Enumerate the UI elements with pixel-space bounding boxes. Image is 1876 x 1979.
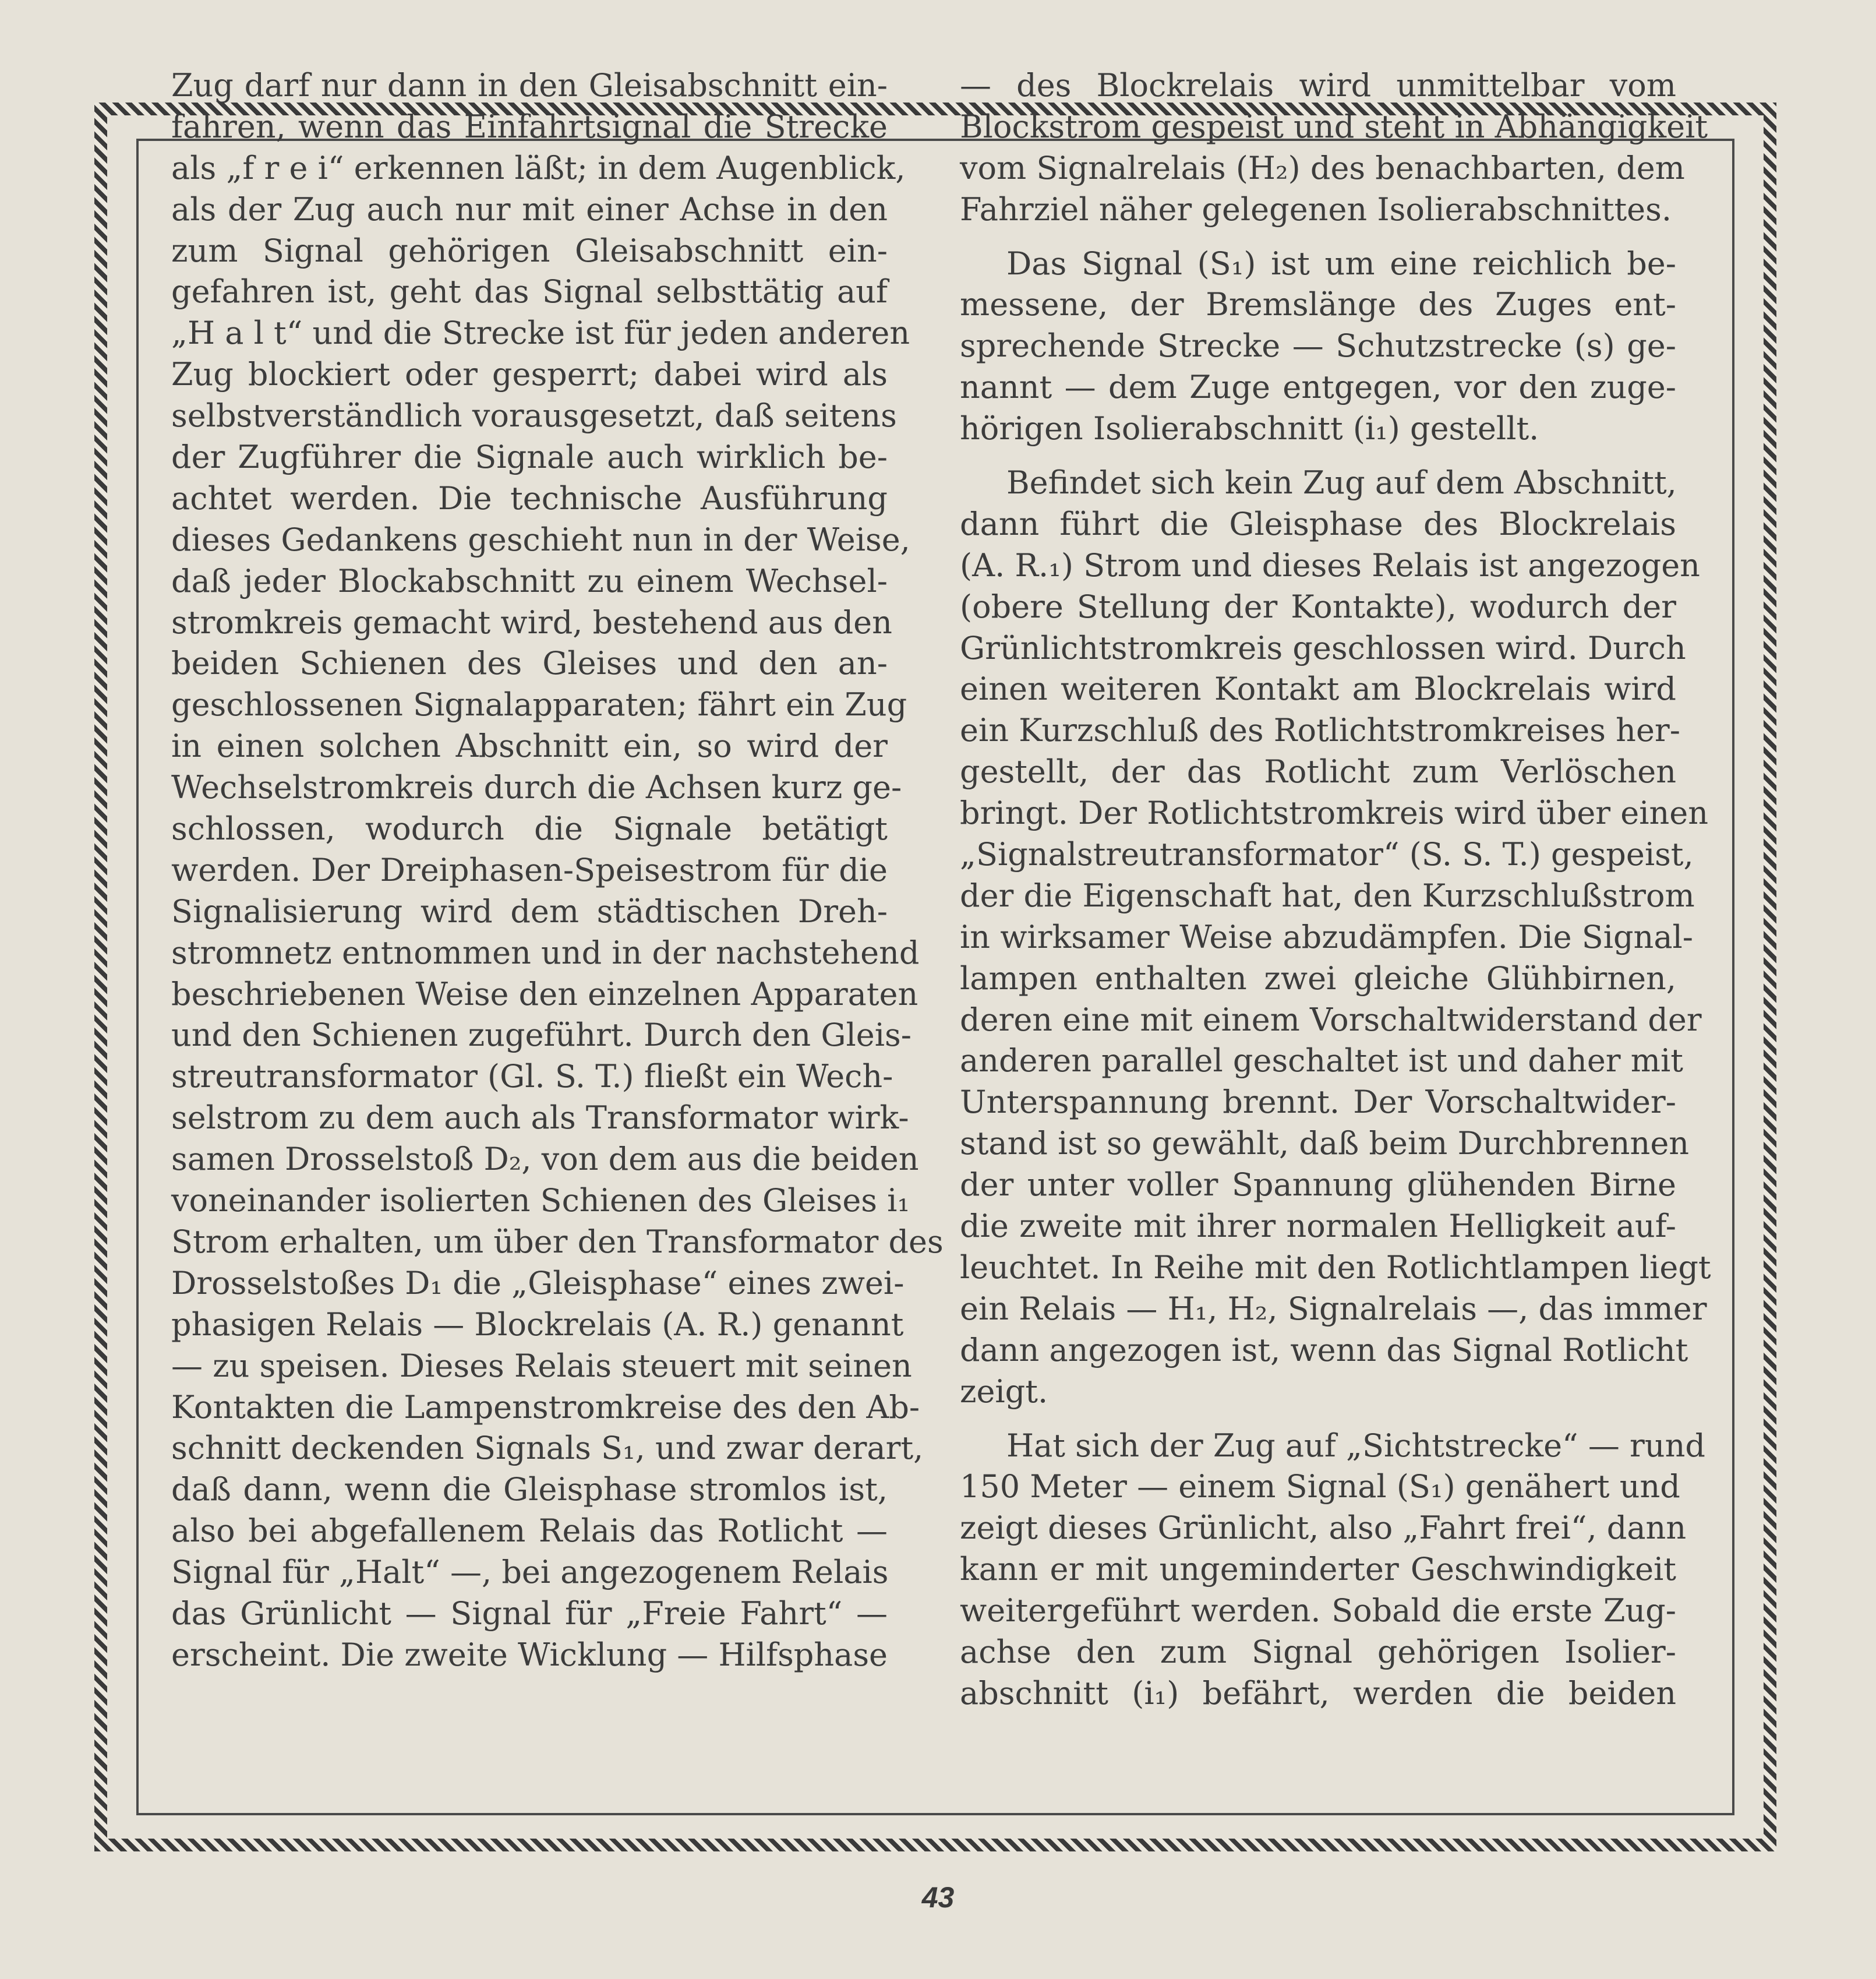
paragraph-gap (960, 231, 1676, 244)
text-line: weitergeführt werden. Sobald die erste Zug- (960, 1592, 1676, 1629)
text-line: und den Schienen zugeführt. Durch den Gleis- (171, 1017, 911, 1054)
text-line: „Signalstreutransformator“ (S. S. T.) gespeist, (960, 836, 1694, 873)
text-line: dieses Gedankens geschieht nun in der Weise, (171, 521, 910, 558)
text-line: Zug darf nur dann in den Gleisabschnitt ein- (171, 67, 888, 104)
text-line: achtet werden. Die technische Ausführung (171, 479, 888, 517)
text-line: 150 Meter — einem Signal (S₁) genähert und (960, 1468, 1680, 1505)
text-line: zeigt dieses Grünlicht, also „Fahrt frei“, dann (960, 1509, 1687, 1547)
text-line: gefahren ist, geht das Signal selbsttätig auf (171, 273, 888, 311)
text-line: zum Signal gehörigen Gleisabschnitt ein- (171, 232, 888, 269)
text-line: phasigen Relais — Blockrelais (A. R.) genannt (171, 1306, 904, 1343)
paragraph (960, 463, 1711, 1412)
text-line: hörigen Isolierabschnitt (i₁) gestellt. (960, 410, 1539, 447)
text-line: deren eine mit einem Vorschaltwiderstand der (960, 1001, 1702, 1038)
text-line: samen Drosselstoß D₂, von dem aus die beiden (171, 1141, 919, 1178)
text-line: Befindet sich kein Zug auf dem Abschnitt, (1006, 464, 1677, 502)
text-line: geschlossenen Signalapparaten; fährt ein Zug (171, 686, 907, 724)
text-line: erscheint. Die zweite Wicklung — Hilfsphase (171, 1636, 888, 1673)
text-line: stromkreis gemacht wird, bestehend aus den (171, 604, 892, 641)
paragraph-gap (960, 450, 1676, 463)
text-line: Hat sich der Zug auf „Sichtstrecke“ — rund (1006, 1427, 1705, 1464)
text-line: der Zugführer die Signale auch wirklich be- (171, 439, 888, 476)
text-line: gestellt, der das Rotlicht zum Verlöschen (960, 753, 1676, 791)
text-line: dann angezogen ist, wenn das Signal Rotlicht (960, 1331, 1688, 1368)
paragraph (960, 244, 1676, 450)
text-line: (obere Stellung der Kontakte), wodurch der (960, 588, 1676, 625)
paragraph (960, 1426, 1705, 1715)
text-line: fahren, wenn das Einfahrtsignal die Strecke (171, 108, 888, 145)
text-line: der unter voller Spannung glühenden Birne (960, 1166, 1676, 1204)
text-line: Drosselstoßes D₁ die „Gleisphase“ eines zwei- (171, 1264, 905, 1301)
text-line: dann führt die Gleisphase des Blockrelais (960, 505, 1676, 542)
text-line: werden. Der Dreiphasen-Speisestrom für die (171, 851, 888, 888)
text-line: Signal für „Halt“ —, bei angezogenem Relais (171, 1554, 889, 1591)
text-line: das Grünlicht — Signal für „Freie Fahrt“ — (171, 1595, 888, 1632)
text-line: Kontakten die Lampenstromkreise des den Ab- (171, 1388, 920, 1426)
text-line: daß dann, wenn die Gleisphase stromlos ist, (171, 1471, 888, 1508)
text-line: abschnitt (i₁) befährt, werden die beiden (960, 1674, 1676, 1712)
paragraph (960, 65, 1708, 231)
text-line: der die Eigenschaft hat, den Kurzschlußstrom (960, 877, 1695, 914)
text-line: (A. R.₁) Strom und dieses Relais ist angezogen (960, 546, 1700, 584)
text-line: „H a l t“ und die Strecke ist für jeden anderen (171, 315, 910, 352)
text-line: anderen parallel geschaltet ist und daher mit (960, 1042, 1683, 1080)
text-line: ein Kurzschluß des Rotlichtstromkreises her- (960, 712, 1680, 749)
text-line: selbstverständlich vorausgesetzt, daß seitens (171, 397, 897, 435)
text-line: voneinander isolierten Schienen des Gleises i₁ (171, 1182, 910, 1219)
text-line: achse den zum Signal gehörigen Isolier- (960, 1633, 1676, 1670)
text-line: in einen solchen Abschnitt ein, so wird der (171, 728, 888, 765)
text-line: Blockstrom gespeist und steht in Abhängigkeit (960, 108, 1708, 145)
text-line: schlossen, wodurch die Signale betätigt (171, 810, 888, 848)
text-line: beschriebenen Weise den einzelnen Apparaten (171, 975, 918, 1013)
text-line: schnitt deckenden Signals S₁, und zwar derart, (171, 1430, 924, 1467)
paragraph-gap (960, 1413, 1676, 1426)
text-line: selstrom zu dem auch als Transformator wirk- (171, 1099, 909, 1137)
text-line: Das Signal (S₁) ist um eine reichlich be- (1006, 245, 1676, 282)
text-line: leuchtet. In Reihe mit den Rotlichtlampen liegt (960, 1248, 1711, 1286)
left-text-column (171, 65, 944, 1676)
text-line: Fahrziel näher gelegenen Isolierabschnittes. (960, 191, 1672, 228)
text-line: Strom erhalten, um über den Transformator des (171, 1223, 944, 1260)
text-line: ein Relais — H₁, H₂, Signalrelais —, das immer (960, 1290, 1707, 1327)
text-line: stand ist so gewählt, daß beim Durchbrennen (960, 1125, 1690, 1162)
text-line: messene, der Bremslänge des Zuges ent- (960, 286, 1676, 323)
text-line: Zug blockiert oder gesperrt; dabei wird als (171, 356, 888, 393)
text-line: — zu speisen. Dieses Relais steuert mit seinen (171, 1347, 912, 1384)
text-line: sprechende Strecke — Schutzstrecke (s) ge- (960, 327, 1676, 365)
text-line: Unterspannung brennt. Der Vorschaltwider- (960, 1084, 1676, 1121)
text-line: vom Signalrelais (H₂) des benachbarten, dem (960, 149, 1685, 186)
text-line: Signalisierung wird dem städtischen Dreh- (171, 893, 888, 930)
text-line: lampen enthalten zwei gleiche Glühbirnen, (960, 959, 1676, 997)
text-line: Wechselstromkreis durch die Achsen kurz ge- (171, 769, 902, 806)
text-line: Grünlichtstromkreis geschlossen wird. Durch (960, 629, 1686, 666)
text-line: nannt — dem Zuge entgegen, vor den zuge- (960, 369, 1676, 406)
text-line: streutransformator (Gl. S. T.) fließt ein Wech- (171, 1058, 893, 1095)
text-line: kann er mit ungeminderter Geschwindigkeit (960, 1551, 1676, 1588)
text-line: stromnetz entnommen und in der nachstehend (171, 934, 920, 971)
right-text-column (960, 65, 1711, 1715)
text-line: die zweite mit ihrer normalen Helligkeit auf- (960, 1208, 1676, 1245)
text-line: bringt. Der Rotlichtstromkreis wird über einen (960, 795, 1709, 832)
text-line: daß jeder Blockabschnitt zu einem Wechsel- (171, 562, 888, 599)
text-line: als der Zug auch nur mit einer Achse in den (171, 191, 888, 228)
page-number: 43 (921, 1881, 955, 1914)
text-line: einen weiteren Kontakt am Blockrelais wird (960, 671, 1676, 708)
text-line: beiden Schienen des Gleises und den an- (171, 645, 888, 682)
text-line: in wirksamer Weise abzudämpfen. Die Signal- (960, 918, 1694, 955)
text-line: zeigt. (960, 1373, 1048, 1410)
text-line: also bei abgefallenem Relais das Rotlicht — (171, 1512, 888, 1550)
text-line: — des Blockrelais wird unmittelbar vom (960, 67, 1676, 104)
text-line: als „f r e i“ erkennen läßt; in dem Augenblick, (171, 149, 906, 186)
